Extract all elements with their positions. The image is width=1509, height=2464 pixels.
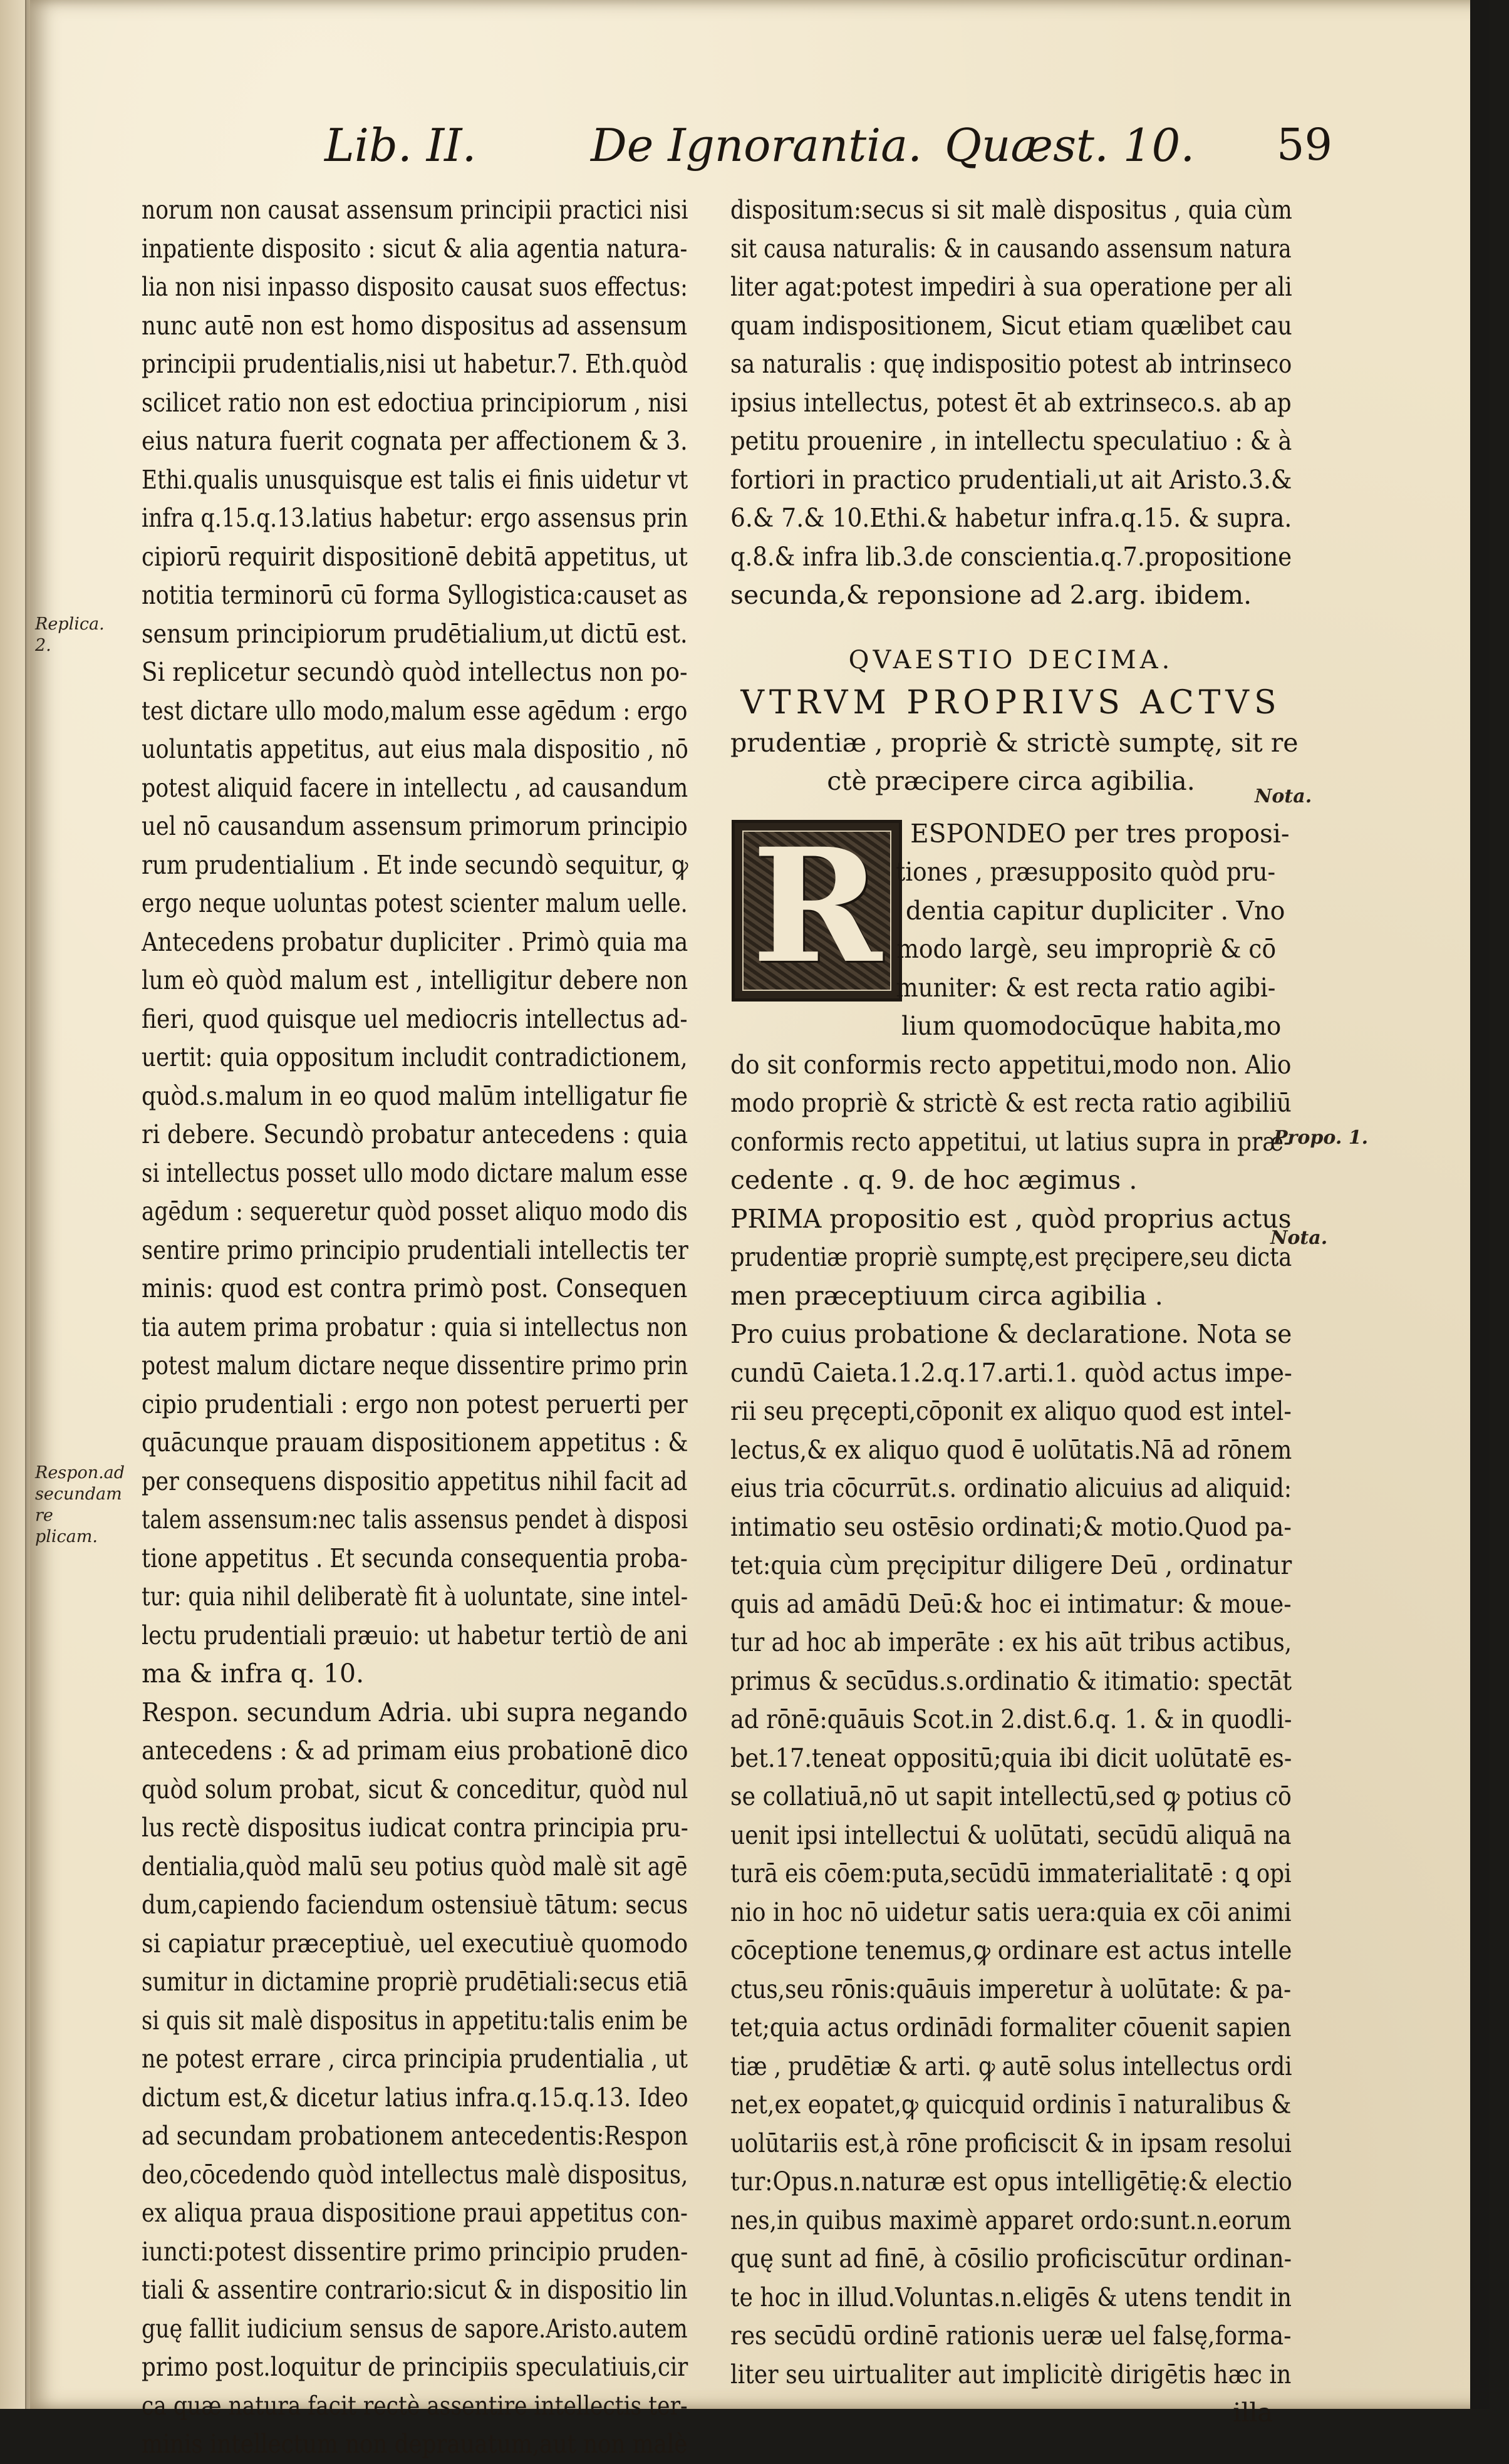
text-line: sensum principiorum prudētialium,ut dictū est. bbox=[142, 618, 688, 649]
text-line: lectus,& ex aliquo quod ē uolūtatis.Nā ad rōnem bbox=[730, 1434, 1292, 1465]
text-line: sit causa naturalis: & in causando assensum natura bbox=[730, 233, 1292, 264]
text-line: tiali & assentire contrario:sicut & in dispositio lin bbox=[142, 2275, 688, 2305]
text-line: deo,cōcedendo quòd intellectus malè dispositus, bbox=[142, 2159, 688, 2190]
text-line: PRIMA propositio est , quòd proprius actus bbox=[730, 1203, 1292, 1234]
text-line: eius natura fuerit cognata per affectionem & 3. bbox=[142, 426, 688, 456]
text-line: conformis recto appetitui, ut latius supra in præ- bbox=[730, 1126, 1292, 1157]
text-line: minis: quod est contra primò post. Consequen bbox=[142, 1273, 688, 1303]
text-line: ex aliqua praua dispositione praui appetitus con- bbox=[142, 2198, 688, 2228]
text-line: tur ad hoc ab imperāte : ex his aūt tribus actibus, bbox=[730, 1627, 1292, 1657]
text-line: tiæ , prudētiæ & arti. ꝙ autē solus intellectus ordi bbox=[730, 2051, 1292, 2081]
text-line: potest malum dictare neque dissentire primo prin bbox=[142, 1350, 688, 1380]
text-line: guę fallit iudicium sensus de sapore.Aristo.autem bbox=[142, 2313, 688, 2344]
text-line: ri debere. Secundò probatur antecedens : quia bbox=[142, 1119, 688, 1149]
text-line: lium quomodocūque habita,mo bbox=[901, 1011, 1282, 1041]
text-line: secunda,& reponsione ad 2.arg. ibidem. bbox=[730, 580, 1252, 610]
text-line: uoluntatis appetitus, aut eius mala dispositio , nō bbox=[142, 734, 688, 764]
text-line: dispositum:secus si sit malè dispositus , quia cùm bbox=[730, 195, 1292, 225]
text-line: tione appetitus . Et secunda consequentia proba- bbox=[142, 1543, 688, 1573]
text-line: se collatiuā,nō ut sapit intellectū,sed ꝙ potius cō bbox=[730, 1781, 1292, 1811]
question-label: QVAESTIO DECIMA. bbox=[848, 645, 1174, 675]
text-line: prudentiæ propriè sumptę,est pręcipere,seu dicta bbox=[730, 1242, 1292, 1272]
text-line: dictum est,& dicetur latius infra.q.15.q.13. Ideo bbox=[142, 2082, 688, 2113]
text-line: tur:Opus.n.naturæ est opus intelligētię:& electio bbox=[730, 2166, 1292, 2197]
margin-note-respon: Respon.ad secundam re plicam. bbox=[35, 1463, 125, 1546]
text-line: q.8.& infra lib.3.de conscientia.q.7.propositione bbox=[730, 541, 1292, 572]
text-line: uertit: quia oppositum includit contradictionem, bbox=[142, 1042, 688, 1072]
catchword: illa bbox=[1233, 2398, 1273, 2428]
text-line: Respon. secundum Adria. ubi supra negando bbox=[142, 1697, 688, 1727]
text-line: quòd.s.malum in eo quod malūm intelligatur fie bbox=[142, 1080, 688, 1111]
text-line: intimatio seu ostēsio ordinati;& motio.Quod pa- bbox=[730, 1511, 1292, 1542]
margin-note-nota: Nota. bbox=[1270, 1227, 1328, 1249]
text-line: tiones , præsupposito quòd pru- bbox=[896, 857, 1276, 887]
text-line: bet.17.teneat oppositū;quia ibi dicit uolūtatē es- bbox=[730, 1742, 1292, 1773]
text-line: si capiatur præceptiuè, uel executiuè quomodo bbox=[142, 1928, 688, 1959]
text-line: inpatiente disposito : sicut & alia agentia natura- bbox=[142, 233, 688, 264]
text-line: fieri, quod quisque uel mediocris intellectus ad- bbox=[142, 1003, 688, 1034]
text-line: net,ex eopatet,ꝙ quicquid ordinis ī naturalibus & bbox=[730, 2089, 1292, 2120]
text-line: do sit conformis recto appetitui,modo non. Alio bbox=[730, 1049, 1292, 1080]
book-page bbox=[30, 0, 1490, 2459]
text-line: Si replicetur secundò quòd intellectus non po- bbox=[142, 657, 688, 687]
question-subtitle-line: ctè præcipere circa agibilia. bbox=[827, 766, 1195, 796]
text-line: muniter: & est recta ratio agibi- bbox=[896, 972, 1276, 1003]
text-line: liter seu uirtualiter aut implicitè dirigētis hæc in bbox=[730, 2359, 1292, 2389]
text-line: uenit ipsi intellectui & uolūtati, secūdū aliquā na bbox=[730, 1820, 1292, 1850]
text-line: per consequens dispositio appetitus nihil facit ad bbox=[142, 1466, 688, 1496]
text-line: agēdum : sequeretur quòd posset aliquo modo dis bbox=[142, 1196, 688, 1226]
text-line: ad rōnē:quāuis Scot.in 2.dist.6.q. 1. & in quodli- bbox=[730, 1704, 1292, 1734]
text-line: 6.& 7.& 10.Ethi.& habetur infra.q.15. & supra. bbox=[730, 503, 1292, 533]
left-column bbox=[142, 191, 688, 2464]
text-line: rii seu pręcepti,cōponit ex aliquo quod est intel- bbox=[730, 1396, 1292, 1426]
right-column-body bbox=[730, 1046, 1292, 2394]
text-line: scilicet ratio non est edoctiua principiorum , nisi bbox=[142, 387, 688, 418]
text-line: norum non causat assensum principii practici nisi bbox=[142, 195, 688, 225]
text-line: Pro cuius probatione & declaratione. Nota se bbox=[730, 1319, 1292, 1349]
running-header bbox=[324, 119, 1339, 188]
text-line: notitia terminorū cū forma Syllogistica:causet as bbox=[142, 580, 688, 610]
text-line: modo largè, seu impropriè & cō bbox=[896, 934, 1277, 964]
text-line: tet;quia actus ordinādi formaliter cōuenit sapien bbox=[730, 2012, 1292, 2042]
text-line: ma & infra q. 10. bbox=[142, 1659, 365, 1689]
question-heading: VTRVM PROPRIVS ACTVS bbox=[740, 683, 1282, 722]
text-line: ergo neque uoluntas potest scienter malum uelle. bbox=[142, 888, 688, 918]
header-book-number: Lib. II. bbox=[324, 119, 477, 172]
text-line: lum eò quòd malum est , intelligitur debere non bbox=[142, 965, 688, 995]
text-line: lus rectè dispositus iudicat contra principia pru- bbox=[142, 1813, 688, 1843]
text-line: fortiori in practico prudentiali,ut ait Aristo.3.& bbox=[730, 464, 1292, 495]
text-line: cipiorū requirit dispositionē debitā appetitus, ut bbox=[142, 541, 688, 572]
text-line: sentire primo principio prudentiali intellectis ter bbox=[142, 1235, 688, 1265]
text-line: iuncti:potest dissentire primo principio pruden- bbox=[142, 2236, 688, 2267]
text-line: cedente . q. 9. de hoc ægimus . bbox=[730, 1165, 1138, 1195]
text-line: ctus,seu rōnis:quāuis imperetur à uolūtate: & pa- bbox=[730, 1974, 1292, 2004]
text-line: quam indispositionem, Sicut etiam quælibet cau bbox=[730, 310, 1292, 341]
text-line: ESPONDEO per tres proposi- bbox=[910, 818, 1290, 849]
text-line: cundū Caieta.1.2.q.17.arti.1. quòd actus impe- bbox=[730, 1357, 1292, 1388]
text-line: cōceptione tenemus,ꝙ ordinare est actus intelle bbox=[730, 1935, 1292, 1965]
header-title: De Ignorantia. bbox=[591, 119, 922, 172]
text-line: men præceptiuum circa agibilia . bbox=[730, 1280, 1163, 1311]
margin-note-propositio: Propo. 1. bbox=[1273, 1127, 1369, 1149]
text-line: modo propriè & strictè & est recta ratio agibiliū bbox=[730, 1088, 1292, 1118]
text-line: primo post.loquitur de principiis speculatiuis,cir bbox=[142, 2352, 688, 2382]
text-line: lia non nisi inpasso disposito causat suos effectus: bbox=[142, 272, 688, 302]
text-line: nunc autē non est homo dispositus ad assensum bbox=[142, 310, 688, 341]
text-line: Antecedens probatur dupliciter . Primò quia ma bbox=[142, 926, 688, 957]
text-line: sa naturalis : quę indispositio potest ab intrinseco bbox=[730, 349, 1292, 379]
text-line: quòd solum probat, sicut & conceditur, quòd nul bbox=[142, 1774, 688, 1804]
text-line: nes,in quibus maximè apparet ordo:sunt.n.eorum bbox=[730, 2205, 1292, 2235]
text-line: quis ad amādū Deū:& hoc ei intimatur: & moue- bbox=[730, 1588, 1292, 1619]
text-line: Ethi.qualis unusquisque est talis ei finis uidetur vt bbox=[142, 464, 688, 495]
right-column bbox=[730, 191, 1299, 2433]
text-line: potest aliquid facere in intellectu , ad causandum bbox=[142, 772, 688, 803]
text-line: nio in hoc nō uidetur satis uera:quia ex cōi animi bbox=[730, 1897, 1292, 1927]
text-line: minis intellectum non deprauatum,aut non malè bbox=[142, 2429, 688, 2459]
text-line: dentialia,quòd malū seu potius quòd malè sit agē bbox=[142, 1851, 688, 1882]
text-line: uel nō causandum assensum primorum principio bbox=[142, 811, 688, 841]
text-line: talem assensum:nec talis assensus pendet à disposi bbox=[142, 1504, 688, 1535]
text-line: principii prudentialis,nisi ut habetur.7. Eth.quòd bbox=[142, 349, 688, 379]
text-line: te hoc in illud.Voluntas.n.eligēs & utens tendit in bbox=[730, 2282, 1292, 2312]
text-line: tet:quia cùm pręcipitur diligere Deū , ordinatur bbox=[730, 1550, 1292, 1580]
text-line: cipio prudentiali : ergo non potest peruerti per bbox=[142, 1389, 688, 1419]
text-line: liter agat:potest impediri à sua operatione per ali bbox=[730, 272, 1292, 302]
text-line: dum,capiendo faciendum ostensiuè tātum: secus bbox=[142, 1890, 688, 1920]
text-line: ne potest errare , circa principia prudentialia , ut bbox=[142, 2044, 688, 2074]
text-line: ca quæ natura facit rectè assentire intellectis ter- bbox=[142, 2390, 688, 2421]
text-line: si intellectus posset ullo modo dictare malum esse bbox=[142, 1157, 688, 1188]
margin-note-replica: Replica. 2. bbox=[35, 614, 105, 655]
text-line: petitu prouenire , in intellectu speculatiuo : & à bbox=[730, 426, 1292, 456]
text-line: rum prudentialium . Et inde secundò sequitur, ꝙ bbox=[142, 849, 688, 880]
previous-page-edge bbox=[0, 0, 26, 2409]
text-line: antecedens : & ad primam eius probationē dico bbox=[142, 1736, 688, 1766]
initial-letter: R bbox=[752, 813, 882, 998]
margin-note-nota: Nota. bbox=[1255, 785, 1312, 807]
text-line: dentia capitur dupliciter . Vno bbox=[905, 895, 1285, 926]
text-line: infra q.15.q.13.latius habetur: ergo assensus prin bbox=[142, 503, 688, 533]
text-line: ad secundam probationem antecedentis:Respon bbox=[142, 2121, 688, 2151]
right-page-edge bbox=[1470, 0, 1490, 2409]
text-line: turā eis cōem:puta,secūdū immaterialitatē : ꝗ opi bbox=[730, 1858, 1292, 1888]
text-line: uolūtariis est,à rōne proficiscit & in ipsam resolui bbox=[730, 2128, 1292, 2158]
text-line: test dictare ullo modo,malum esse agēdum : ergo bbox=[142, 695, 688, 726]
text-line: ipsius intellectus, potest ēt ab extrinseco.s. ab ap bbox=[730, 387, 1292, 418]
text-line: primus & secūdus.s.ordinatio & itimatio: spectāt bbox=[730, 1665, 1292, 1696]
text-line: lectu prudentiali præuio: ut habetur tertiò de ani bbox=[142, 1620, 688, 1650]
text-line: quācunque prauam dispositionem appetitus : & bbox=[142, 1427, 688, 1457]
text-line: tur: quia nihil deliberatè fit à uoluntate, sine intel- bbox=[142, 1581, 688, 1612]
header-question-number: Quæst. 10. bbox=[945, 119, 1195, 172]
right-column-continuation bbox=[730, 191, 1292, 615]
text-line: eius tria cōcurrūt.s. ordinatio alicuius ad aliquid: bbox=[730, 1473, 1292, 1503]
text-line: sumitur in dictamine propriè prudētiali:secus etiā bbox=[142, 1967, 688, 1997]
text-line: res secūdū ordinē rationis ueræ uel falsę,forma- bbox=[730, 2321, 1292, 2351]
drop-cap-paragraph bbox=[730, 815, 1292, 1046]
text-line: tia autem prima probatur : quia si intellectus non bbox=[142, 1312, 688, 1342]
question-subtitle-line: prudentiæ , propriè & strictè sumptę, sit re bbox=[730, 727, 1299, 758]
text-line: quę sunt ad finē, à cōsilio proficiscūtur ordinan- bbox=[730, 2244, 1292, 2274]
page-number: 59 bbox=[1277, 119, 1333, 170]
text-line: si quis sit malè dispositus in appetitu:talis enim be bbox=[142, 2005, 688, 2036]
